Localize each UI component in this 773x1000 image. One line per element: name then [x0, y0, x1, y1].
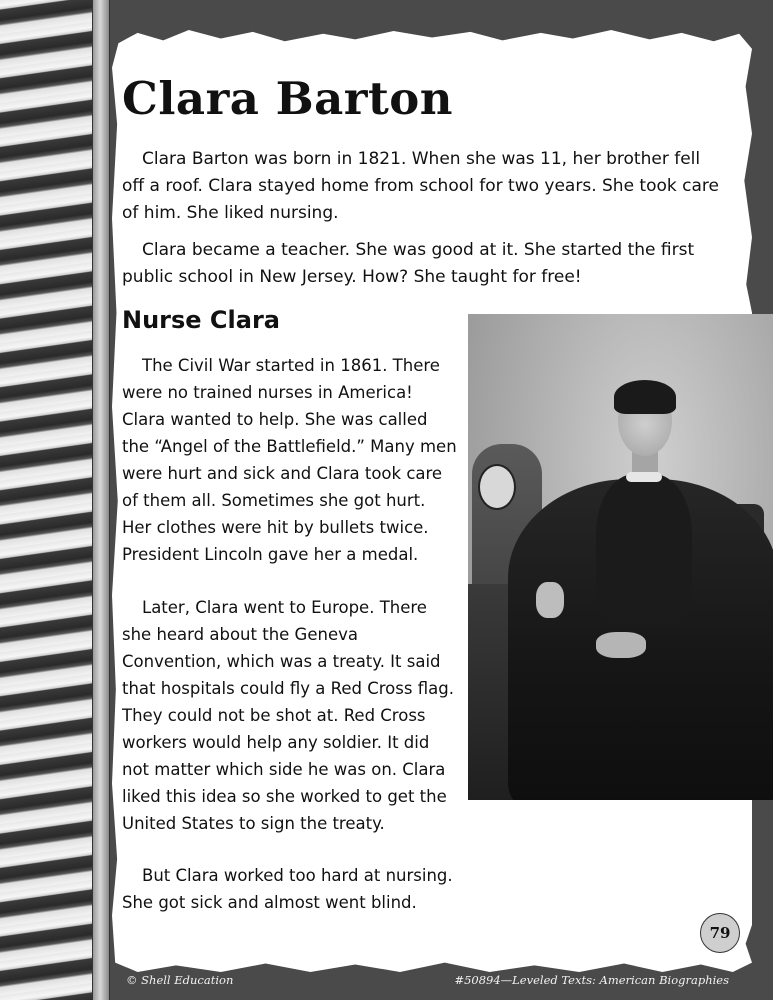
decorative-stripe-border [0, 0, 96, 1000]
intro-paragraph-2: Clara became a teacher. She was good at it. She started the first public school in New Jersey. How? She taught for free! [122, 240, 695, 287]
footer-copyright: © Shell Education [126, 973, 234, 987]
civil-war-paragraph: The Civil War started in 1861. There were no trained nurses in America! Clara wanted to help. She was called the “Angel of the Battlefield.” Many men were hurt and sick and Clara took care of them all. Sometimes she got hurt. Her clothes were hit by bullets twice. President Lincoln gave her a medal. [122, 356, 457, 564]
intro-paragraph-1: Clara Barton was born in 1821. When she was 11, her brother fell off a roof. Clara stayed home from school for two years. She took care of him. She liked nursing. [122, 149, 719, 223]
illness-paragraph: But Clara worked too hard at nursing. She got sick and almost went blind. [122, 866, 453, 912]
clara-barton-portrait-photo [468, 314, 773, 800]
book-spine [92, 0, 110, 1000]
section-heading: Nurse Clara [122, 306, 280, 334]
europe-paragraph: Later, Clara went to Europe. There she heard about the Geneva Convention, which was a treaty. It said that hospitals could fly a Red Cross flag. They could not be shot at. Red Cross workers would help any soldier. It did not matter which side he was on. Clara liked this idea so she worked to get the United States to sign the treaty. [122, 598, 454, 833]
clock-face [478, 464, 516, 510]
left-hand [536, 582, 564, 618]
page-number-badge: 79 [700, 913, 740, 953]
footer-book-title: #50894—Leveled Texts: American Biographies [454, 973, 729, 987]
hair [614, 380, 676, 414]
page-title: Clara Barton [122, 72, 454, 125]
right-hand [596, 632, 646, 658]
lace-collar [626, 472, 662, 482]
dress-bodice [596, 474, 692, 624]
